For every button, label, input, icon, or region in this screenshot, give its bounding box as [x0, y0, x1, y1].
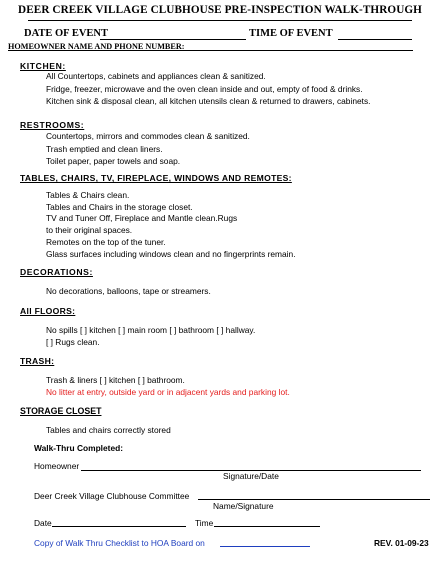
trash-checklist[interactable]: Trash & liners [ ] kitchen [ ] bathroom.	[46, 375, 185, 385]
committee-label: Deer Creek Village Clubhouse Committee	[34, 491, 190, 501]
walk-thru-completed-header: Walk-Thru Completed:	[34, 443, 124, 453]
tables-item: Tables and Chairs in the storage closet.	[46, 202, 193, 212]
decorations-header: DECORATIONS:	[20, 267, 93, 277]
litter-warning: No litter at entry, outside yard or in adjacent yards and parking lot.	[46, 387, 290, 397]
tables-item: Remotes on the top of the tuner.	[46, 237, 166, 247]
restrooms-item: Trash emptied and clean liners.	[46, 144, 163, 154]
signoff-time-label: Time	[195, 518, 214, 528]
tables-item: TV and Tuner Off, Fireplace and Mantle clean.Rugs	[46, 213, 238, 223]
hoa-copy-note: Copy of Walk Thru Checklist to HOA Board on	[34, 538, 205, 548]
kitchen-item: All Countertops, cabinets and appliances clean & sanitized.	[46, 71, 266, 81]
rugs-checklist[interactable]: [ ] Rugs clean.	[46, 337, 100, 347]
trash-header: TRASH:	[20, 356, 55, 366]
decorations-item: No decorations, balloons, tape or streamers.	[46, 286, 211, 296]
homeowner-name-label: HOMEOWNER NAME AND PHONE NUMBER:	[8, 42, 185, 51]
signoff-time-field[interactable]	[214, 526, 320, 527]
signoff-date-label: Date	[34, 518, 52, 528]
storage-closet-item: Tables and chairs correctly stored	[46, 425, 171, 435]
restrooms-item: Countertops, mirrors and commodes clean & sanitized.	[46, 131, 250, 141]
tables-header: TABLES, CHAIRS, TV, FIREPLACE, WINDOWS AND REMOTES:	[20, 173, 292, 183]
homeowner-name-field[interactable]	[8, 50, 413, 51]
storage-closet-header: STORAGE CLOSET	[20, 406, 102, 416]
signoff-date-field[interactable]	[52, 526, 186, 527]
hoa-copy-date-field[interactable]	[220, 546, 310, 547]
restrooms-item: Toilet paper, paper towels and soap.	[46, 156, 181, 166]
committee-signature-field[interactable]	[198, 499, 430, 500]
date-of-event-label: DATE OF EVENT	[24, 28, 109, 39]
restrooms-header: RESTROOMS:	[20, 120, 85, 130]
title-underline	[28, 20, 412, 21]
floors-header: All FLOORS:	[20, 306, 76, 316]
homeowner-signature-label: Homeowner	[34, 461, 80, 471]
form-title: DEER CREEK VILLAGE CLUBHOUSE PRE-INSPECTION WALK-THROUGH	[18, 4, 422, 16]
tables-item: to their original spaces.	[46, 225, 133, 235]
kitchen-header: KITCHEN:	[20, 61, 66, 71]
date-of-event-field[interactable]	[100, 39, 246, 40]
kitchen-item: Kitchen sink & disposal clean, all kitchen utensils clean & returned to drawers, cabinets.	[46, 96, 371, 106]
tables-item: Tables & Chairs clean.	[46, 190, 130, 200]
floors-checklist[interactable]: No spills [ ] kitchen [ ] main room [ ] bathroom [ ] hallway.	[46, 325, 256, 335]
kitchen-item: Fridge, freezer, microwave and the oven clean inside and out, empty of food & drinks.	[46, 84, 363, 94]
revision-label: REV. 01-09-23	[374, 538, 429, 548]
committee-signature-caption: Name/Signature	[213, 501, 274, 511]
homeowner-signature-caption: Signature/Date	[223, 471, 279, 481]
time-of-event-field[interactable]	[338, 39, 412, 40]
time-of-event-label: TIME OF EVENT	[249, 28, 333, 39]
tables-item: Glass surfaces including windows clean and no fingerprints remain.	[46, 249, 296, 259]
